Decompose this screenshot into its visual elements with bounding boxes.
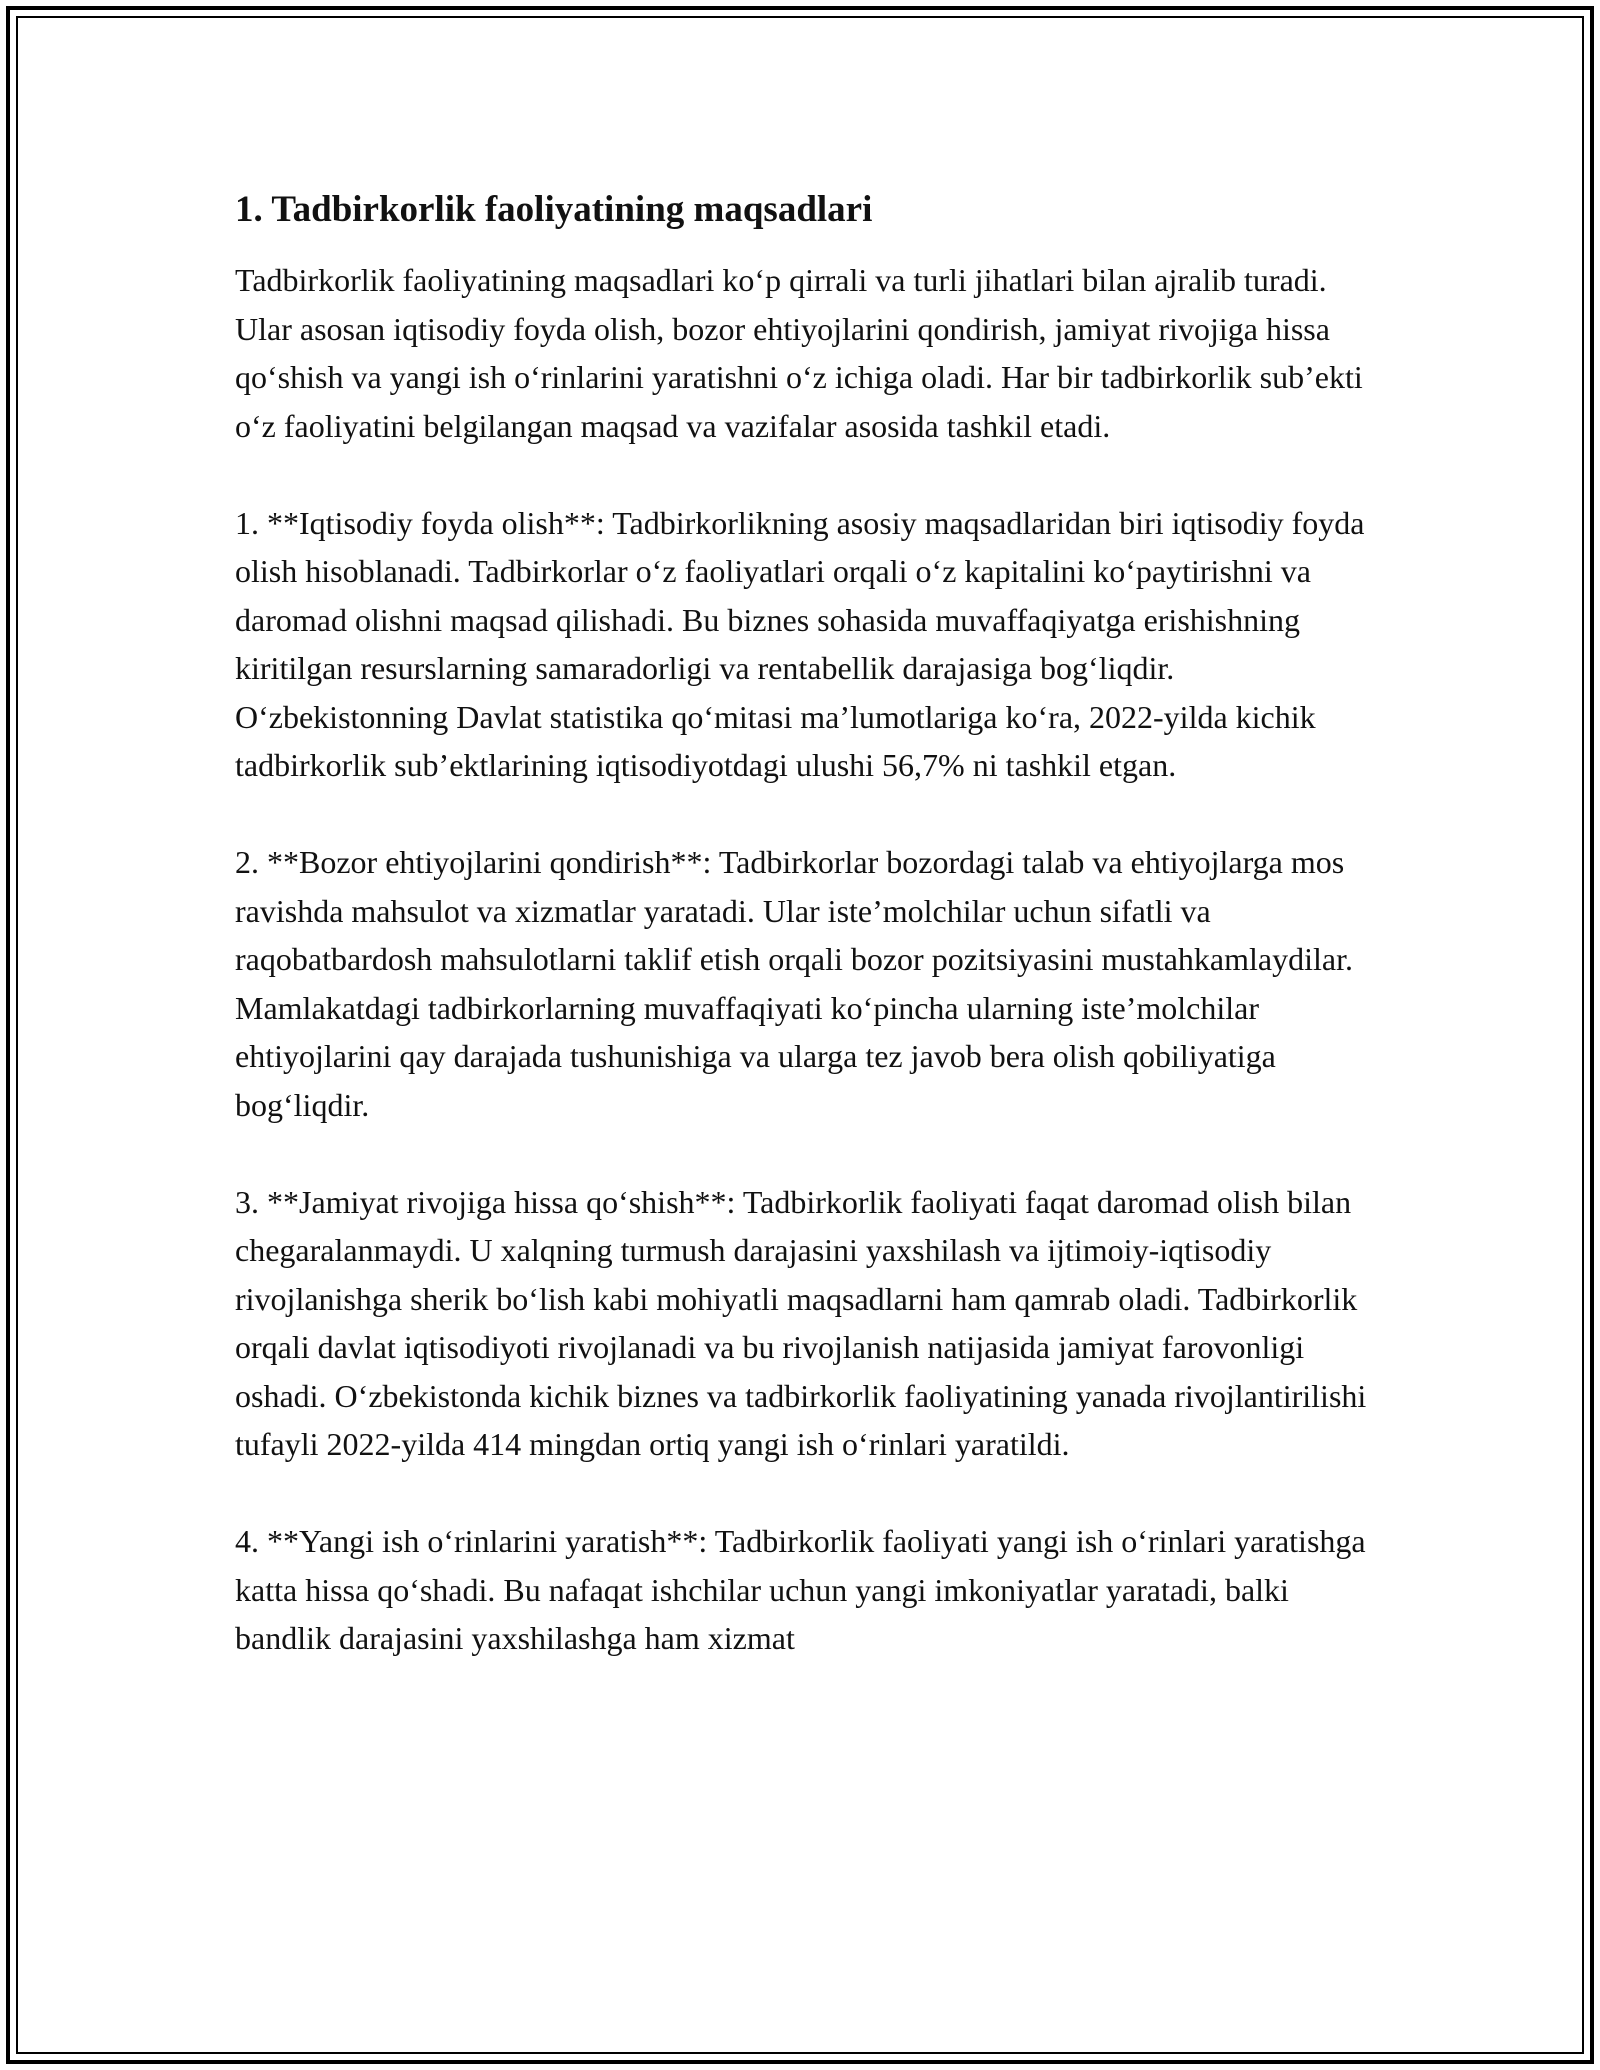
paragraph-economic-profit: 1. **Iqtisodiy foyda olish**: Tadbirkorlikning asosiy maqsadlaridan biri iqtisodiy foyda olish hisoblanadi. Tadbirkorlar o‘z faoliyatlari orqali o‘z kapitalini ko‘paytirishni va daromad olishni maqsad qilishadi. Bu biznes sohasida muvaffaqiyatga erishishning kiritilgan resurslarning samaradorligi va rentabellik darajasiga bog‘liqdir. O‘zbekistonning Davlat statistika qo‘mitasi ma’lumotlariga ko‘ra, 2022-yilda kichik tadbirkorlik sub’ektlarining iqtisodiyotdagi ulushi 56,7% ni tashkil etgan. (235, 504, 1365, 783)
paragraph-new-jobs: 4. **Yangi ish o‘rinlarini yaratish**: Tadbirkorlik faoliyati yangi ish o‘rinlari yaratishga katta hissa qo‘shadi. Bu nafaqat ishchilar uchun yangi imkoniyatlar yaratadi, balki bandlik darajasini yaxshilashga ham xizmat (235, 1523, 1366, 1656)
paragraph-society-development: 3. **Jamiyat rivojiga hissa qo‘shish**: Tadbirkorlik faoliyati faqat daromad olish bilan chegaralanmaydi. U xalqning turmush darajasini yaxshilash va ijtimoiy-iqtisodiy rivojlanishga sherik bo‘lish kabi mohiyatli maqsadlarni ham qamrab oladi. Tadbirkorlik orqali davlat iqtisodiyoti rivojlanadi va bu rivojlanish natijasida jamiyat farovonligi oshadi. O‘zbekistonda kichik biznes va tadbirkorlik faoliyatining yanada rivojlantirilishi tufayli 2022-yilda 414 mingdan ortiq yangi ish o‘rinlari yaratildi. (235, 1183, 1367, 1462)
paragraph-market-needs: 2. **Bozor ehtiyojlarini qondirish**: Tadbirkorlar bozordagi talab va ehtiyojlarga mos ravishda mahsulot va xizmatlar yaratadi. Ular iste’molchilar uchun sifatli va raqobatbardosh mahsulotlarni taklif etish orqali bozor pozitsiyasini mustahkamlaydilar. Mamlakatdagi tadbirkorlarning muvaffaqiyati ko‘pincha ularning iste’molchilar ehtiyojlarini qay darajada tushunishiga va ularga tez javob bera olish qobiliyatiga bog‘liqdir. (235, 844, 1353, 1123)
intro-paragraph: Tadbirkorlik faoliyatining maqsadlari ko‘p qirrali va turli jihatlari bilan ajralib turadi. Ular asosan iqtisodiy foyda olish, bozor ehtiyojlarini qondirish, jamiyat rivojiga hissa qo‘shish va yangi ish o‘rinlarini yaratishni o‘z ichiga oladi. Har bir tadbirkorlik sub’ekti o‘z faoliyatini belgilangan maqsad va vazifalar asosida tashkil etadi. (235, 262, 1363, 444)
document-body (235, 186, 1375, 1711)
section-heading: 1. Tadbirkorlik faoliyatining maqsadlari (235, 189, 873, 230)
